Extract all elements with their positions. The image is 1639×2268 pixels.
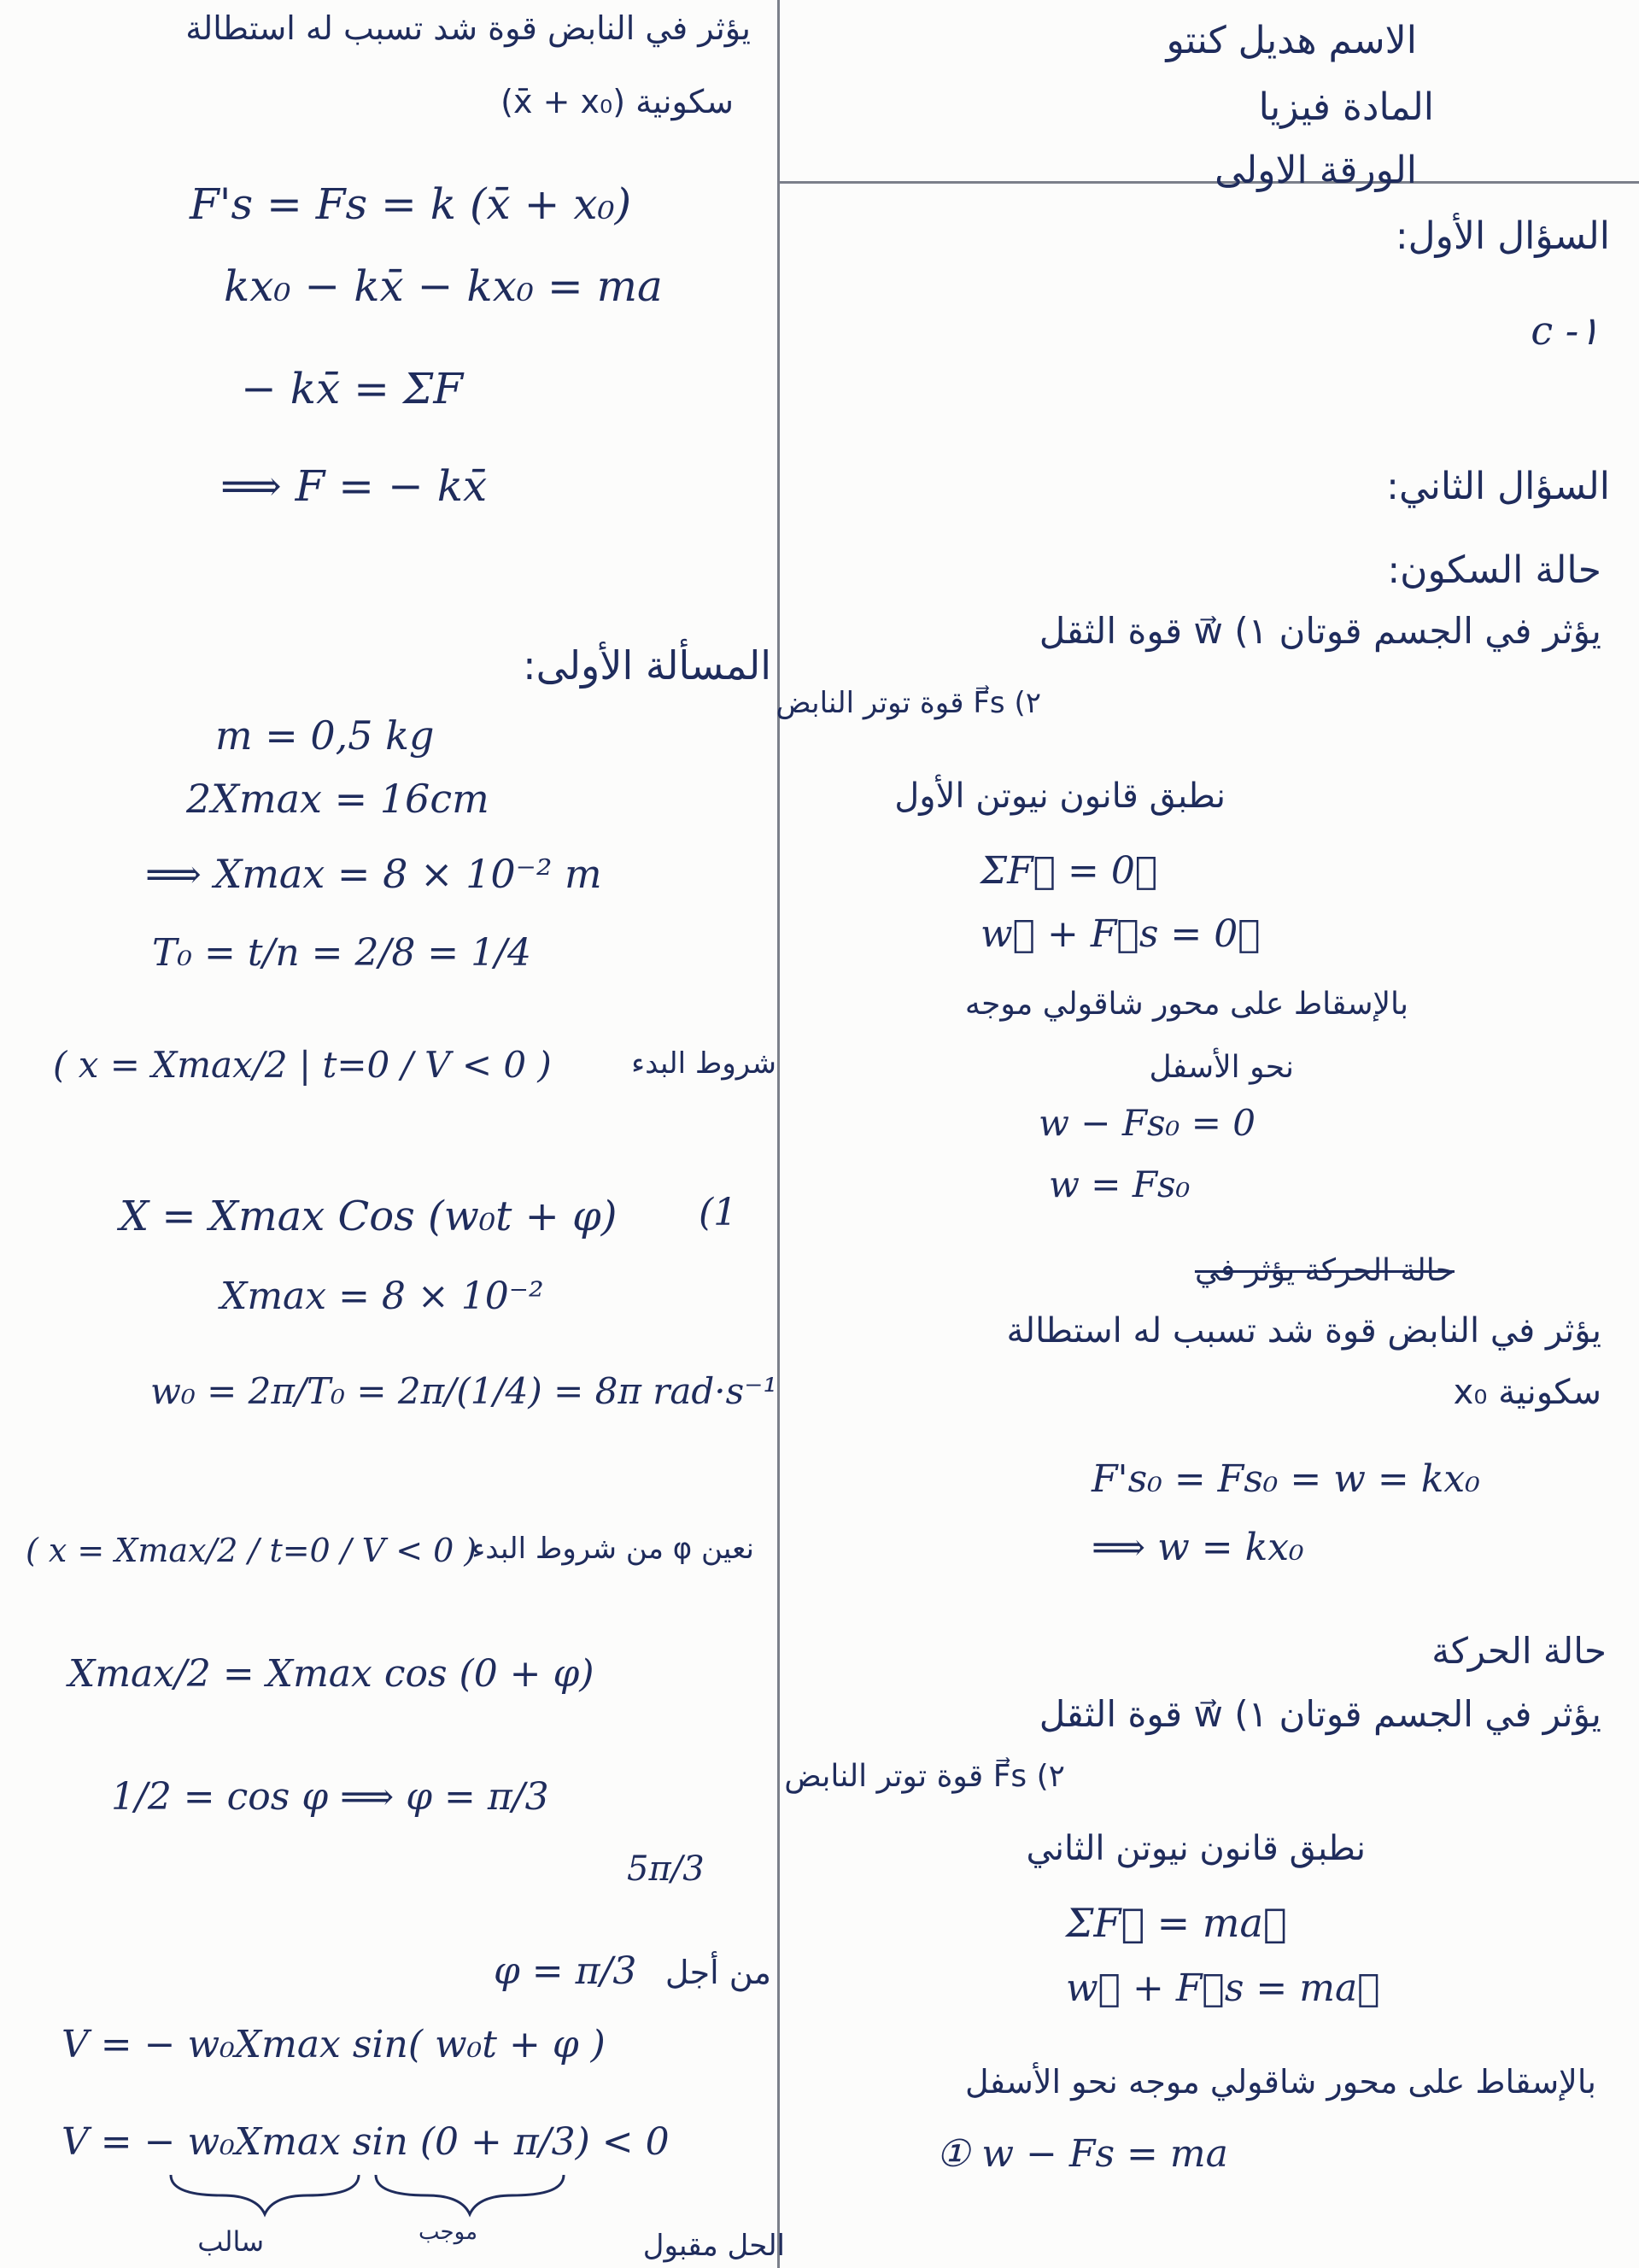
rest-forces-line-1: يؤثر في الجسم قوتان ١) w⃗ قوة الثقل bbox=[1039, 610, 1601, 652]
left-equation-2: kx₀ − kx̄ − kx₀ = ma bbox=[224, 261, 663, 311]
q1-answer: ١- c bbox=[1531, 308, 1600, 354]
motion-equation-2: w⃗ + F⃗s = ma⃗ bbox=[1066, 1966, 1380, 2010]
motion-forces-line-2: ٢) F⃗s قوة توتر النابض bbox=[784, 1759, 1065, 1794]
q2-title: السؤال الثاني: bbox=[1386, 465, 1610, 508]
motion-newton-law: نطبق قانون نيوتن الثاني bbox=[1026, 1829, 1366, 1868]
phase-conditions: ( x = Xmax/2 / t=0 / V < 0 ) bbox=[26, 1532, 477, 1569]
left-spring-line-1: يؤثر في النابض قوة شد تسبب له استطالة bbox=[185, 9, 751, 47]
sign-braces bbox=[0, 0, 777, 2268]
motion-projection: بالإسقاط على محور شاقولي موجه نحو الأسفل bbox=[965, 2063, 1596, 2101]
subject-label: المادة فيزيا bbox=[1258, 85, 1434, 129]
rest-spring-line-2: سكونية x₀ bbox=[1453, 1373, 1601, 1412]
velocity-equation-2: V = − w₀Xmax sin (0 + π/3) < 0 bbox=[61, 2120, 670, 2164]
rest-equation-3: w − Fs₀ = 0 bbox=[1039, 1102, 1256, 1144]
left-equation-4: ⟹ F = − kx̄ bbox=[220, 461, 488, 511]
solution-accepted: الحل مقبول bbox=[642, 2229, 785, 2263]
part-number: (1 bbox=[699, 1191, 738, 1234]
motion-equation-3: ① w − Fs = ma bbox=[936, 2132, 1228, 2176]
phase-choice-label: من أجل bbox=[664, 1954, 771, 1991]
phase-equation-2: 1/2 = cos φ ⟹ φ = π/3 bbox=[111, 1775, 549, 1819]
rest-spring-line-1: يؤثر في النابض قوة شد تسبب له استطالة bbox=[1006, 1311, 1601, 1351]
rest-state-title: حالة السكون: bbox=[1387, 548, 1601, 592]
struck-out-text: حالة الحركة يؤثر في bbox=[1194, 1253, 1455, 1288]
rest-equation-5: F's₀ = Fs₀ = w = kx₀ bbox=[1092, 1457, 1480, 1501]
header-divider bbox=[779, 181, 1639, 184]
negative-sign-label: سالب bbox=[197, 2225, 264, 2258]
q1-title: السؤال الأول: bbox=[1395, 214, 1610, 258]
given-amplitude: 2Xmax = 16cm bbox=[186, 776, 489, 822]
student-name: الاسم هديل كنتو bbox=[1166, 19, 1417, 62]
paper-label: الورقة الاولى bbox=[1215, 149, 1417, 192]
rest-projection-line-2: نحو الأسفل bbox=[1149, 1050, 1294, 1085]
given-mass: m = 0,5 kg bbox=[215, 712, 435, 759]
left-equation-3: − kx̄ = ΣF bbox=[241, 364, 464, 413]
initial-conditions: ( x = Xmax/2 | t=0 / V < 0 ) bbox=[53, 1044, 552, 1086]
left-equation-1: F's = Fs = k (x̄ + x₀) bbox=[190, 179, 632, 229]
positive-sign-label: موجب bbox=[419, 2219, 477, 2245]
angular-frequency: w₀ = 2π/T₀ = 2π/(1/4) = 8π rad·s⁻¹ bbox=[150, 1370, 778, 1412]
rest-equation-6: ⟹ w = kx₀ bbox=[1092, 1526, 1304, 1569]
rest-equation-4: w = Fs₀ bbox=[1049, 1163, 1191, 1205]
rest-projection-line-1: بالإسقاط على محور شاقولي موجه bbox=[964, 987, 1408, 1022]
motion-equation-1: ΣF⃗ = ma⃗ bbox=[1066, 1900, 1287, 1946]
velocity-equation-1: V = − w₀Xmax sin( w₀t + φ ) bbox=[61, 2023, 606, 2066]
phase-find-label: نعين φ من شروط البدء bbox=[471, 1532, 754, 1566]
motion-state-title: حالة الحركة bbox=[1431, 1630, 1607, 1672]
initial-conditions-label: شروط البدء bbox=[631, 1046, 776, 1081]
problem-1-title: المسألة الأولى: bbox=[523, 642, 771, 689]
phase-alternative: 5π/3 bbox=[627, 1849, 705, 1889]
period-result: T₀ = t/n = 2/8 = 1/4 bbox=[152, 931, 531, 975]
xmax-value: Xmax = 8 × 10⁻² bbox=[220, 1275, 544, 1318]
rest-equation-2: w⃗ + F⃗s = 0⃗ bbox=[980, 912, 1261, 956]
column-divider bbox=[777, 0, 780, 2268]
phase-equation-1: Xmax/2 = Xmax cos (0 + φ) bbox=[68, 1652, 594, 1696]
rest-forces-line-2: ٢) F⃗s قوة توتر النابض bbox=[776, 686, 1041, 720]
left-spring-line-2: سكونية (x̄ + x₀) bbox=[500, 83, 734, 120]
motion-forces-line-1: يؤثر في الجسم قوتان ١) w⃗ قوة الثقل bbox=[1039, 1693, 1601, 1735]
rest-newton-law: نطبق قانون نيوتن الأول bbox=[894, 777, 1226, 816]
phase-choice: φ = π/3 bbox=[494, 1949, 637, 1993]
rest-equation-1: ΣF⃗ = 0⃗ bbox=[980, 849, 1158, 893]
xmax-result: ⟹ Xmax = 8 × 10⁻² m bbox=[145, 851, 602, 897]
position-equation: X = Xmax Cos (w₀t + φ) bbox=[120, 1193, 618, 1240]
